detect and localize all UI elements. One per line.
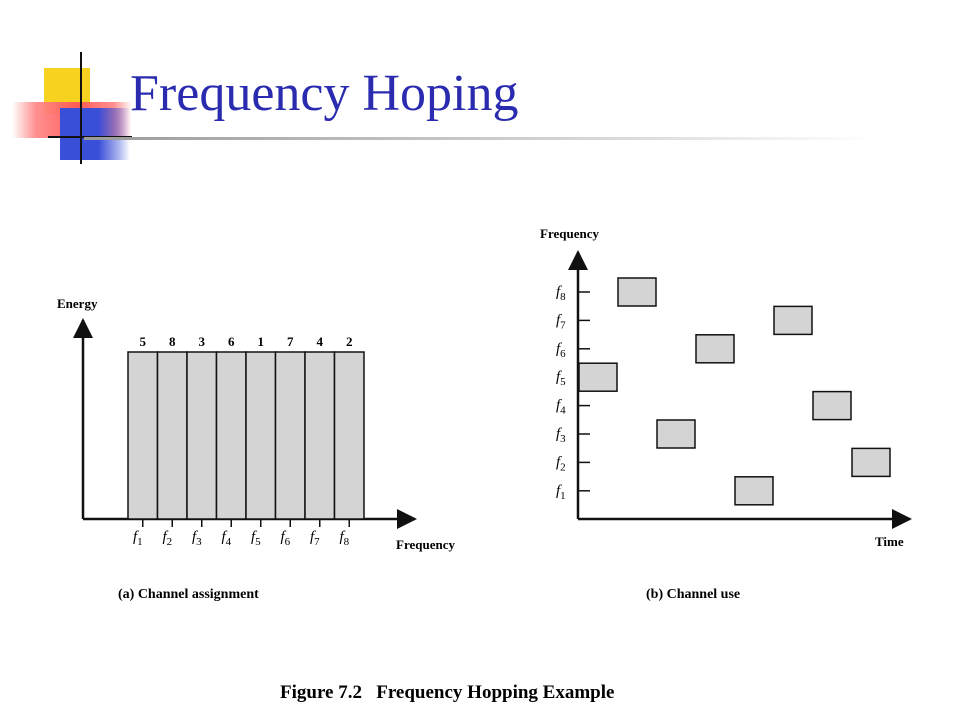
- channel-freq-label-8: $f_8$: [339, 529, 350, 548]
- panel-b-x-label: Time: [875, 534, 904, 549]
- hop-boxes: [579, 278, 890, 505]
- slide-title: Frequency Hoping: [130, 65, 519, 122]
- hop-box-6: [774, 306, 812, 334]
- channel-bars: [128, 334, 364, 548]
- channel-freq-label-1: $f_1$: [133, 529, 143, 548]
- panel-a-caption: (a) Channel assignment: [118, 587, 259, 602]
- freq-tick-label-8: $f_8$: [556, 284, 566, 303]
- figure-caption: Figure 7.2 Frequency Hopping Example: [280, 682, 615, 703]
- freq-tick-label-2: $f_2$: [556, 454, 566, 474]
- hop-box-3: [657, 420, 695, 448]
- freq-tick-label-3: $f_3$: [556, 426, 566, 445]
- channel-slot-label-1: 5: [139, 334, 146, 349]
- hop-box-8: [852, 448, 890, 476]
- hop-box-2: [618, 278, 656, 306]
- freq-tick-label-4: $f_4$: [556, 397, 566, 417]
- channel-bar-2: [158, 352, 188, 519]
- channel-slot-label-6: 7: [287, 334, 294, 349]
- channel-bar-7: [305, 352, 335, 519]
- channel-slot-label-2: 8: [169, 334, 176, 349]
- channel-bar-6: [276, 352, 306, 519]
- channel-slot-label-5: 1: [257, 334, 264, 349]
- panel-a-y-label: Energy: [57, 296, 98, 311]
- channel-slot-label-4: 6: [228, 334, 235, 349]
- channel-bar-3: [187, 352, 217, 519]
- channel-freq-label-2: $f_2$: [162, 529, 173, 548]
- panel-b-caption: (b) Channel use: [646, 587, 741, 602]
- channel-bar-1: [128, 352, 158, 519]
- hop-box-4: [696, 335, 734, 363]
- channel-bar-5: [246, 352, 276, 519]
- panel-a-x-label: Frequency: [396, 537, 455, 552]
- panel-b: [540, 226, 910, 602]
- channel-freq-label-7: $f_7$: [310, 529, 320, 548]
- panel-b-y-label: Frequency: [540, 226, 599, 241]
- frequency-ticks: [556, 284, 590, 502]
- channel-freq-label-4: $f_4$: [221, 529, 232, 548]
- freq-tick-label-5: $f_5$: [556, 369, 566, 389]
- freq-tick-label-7: $f_7$: [556, 312, 566, 332]
- channel-bar-8: [335, 352, 365, 519]
- hop-box-7: [813, 392, 851, 420]
- channel-bar-4: [217, 352, 247, 519]
- freq-tick-label-1: $f_1$: [556, 482, 566, 502]
- channel-freq-label-6: $f_6$: [280, 529, 291, 548]
- freq-tick-label-6: $f_6$: [556, 340, 566, 360]
- hop-box-5: [735, 477, 773, 505]
- channel-slot-label-7: 4: [316, 334, 323, 349]
- channel-freq-label-3: $f_3$: [192, 529, 202, 548]
- channel-slot-label-3: 3: [198, 334, 205, 349]
- hop-box-1: [579, 363, 617, 391]
- panel-a: [57, 296, 455, 602]
- channel-slot-label-8: 2: [346, 334, 353, 349]
- channel-freq-label-5: $f_5$: [251, 529, 261, 548]
